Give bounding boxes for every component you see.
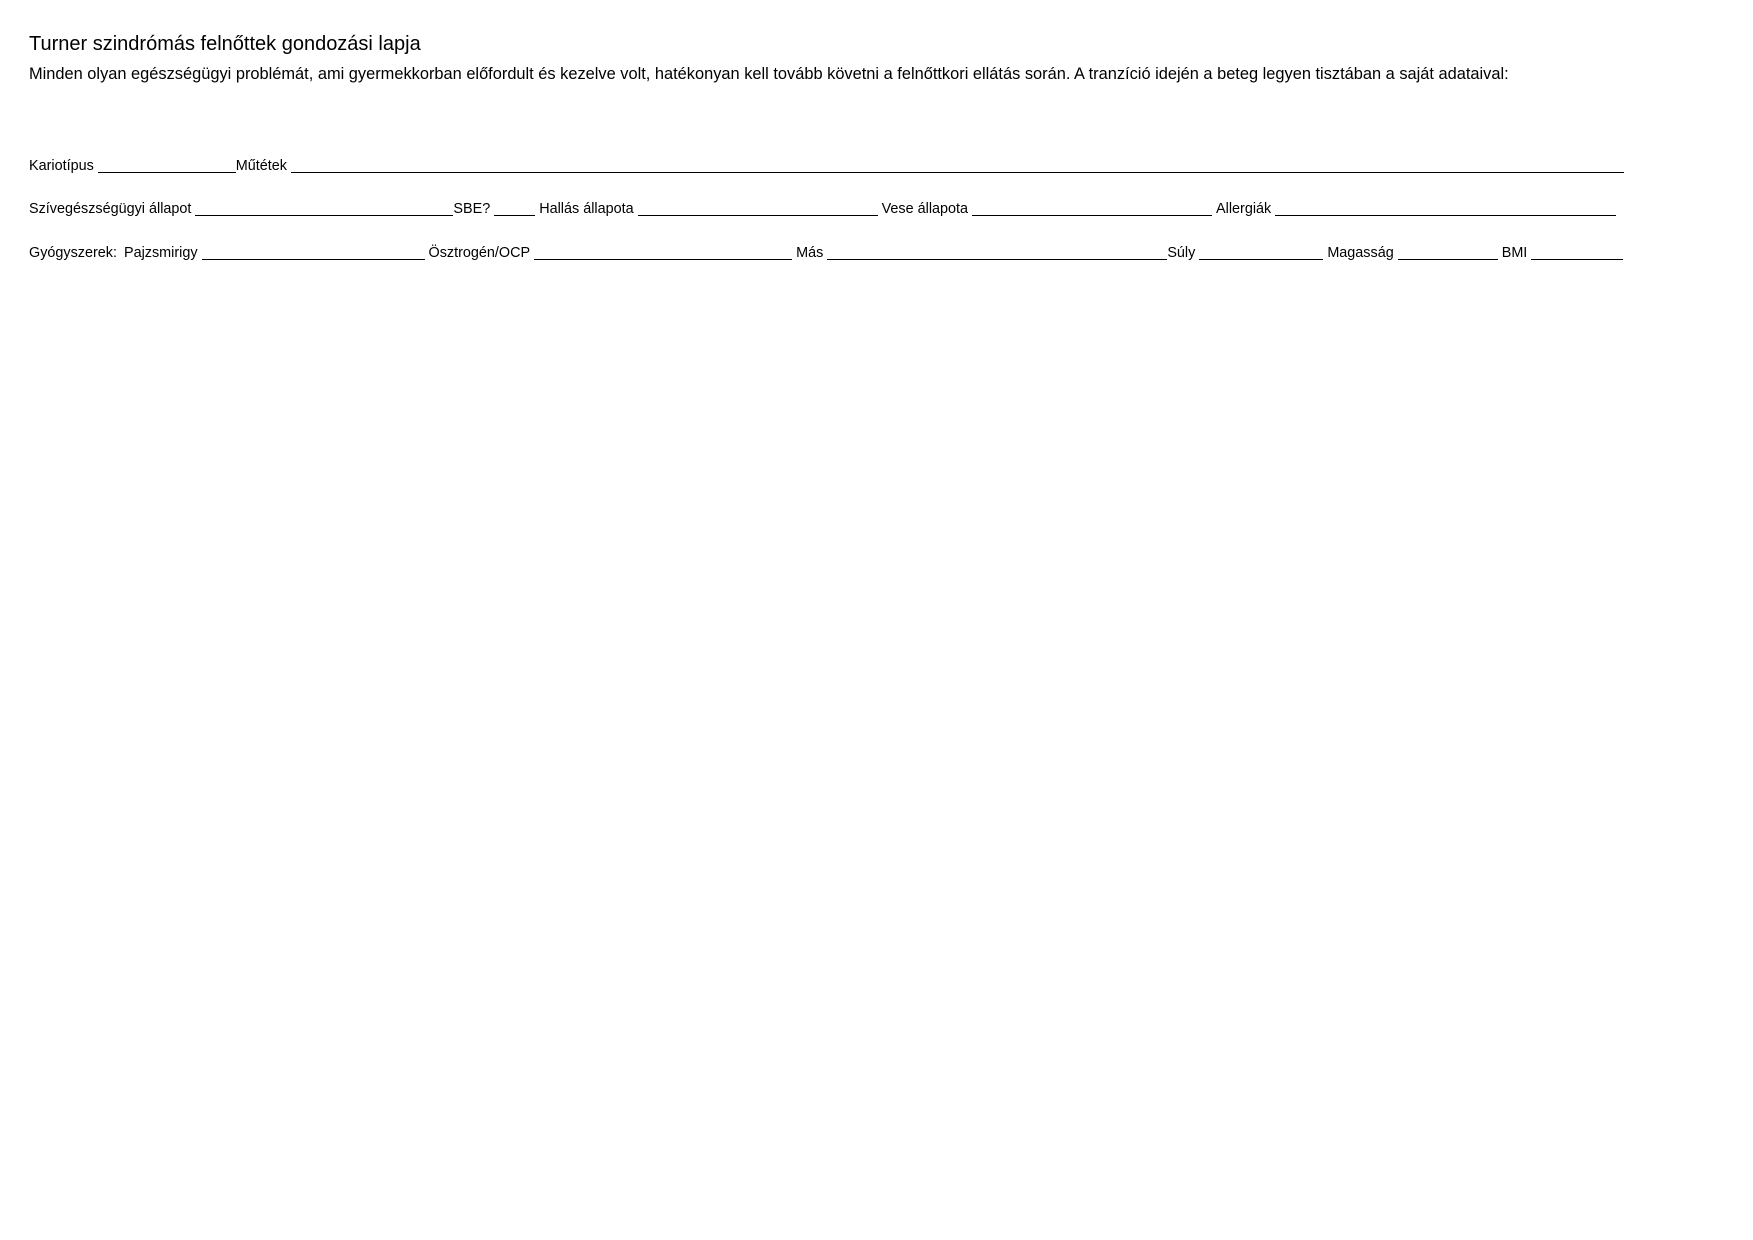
intro-text: Minden olyan egészségügyi problémát, ami gyermekkorban előfordult és kezelve volt, hatékonyan kell tovább követni a felnőttkori ellátás során. A tranzíció idején a beteg legyen tisztában a saját adataival: [29, 65, 1509, 83]
kidney-label: Vese állapota [881, 201, 969, 217]
sbe-label: SBE? [453, 201, 491, 217]
sbe-field[interactable] [494, 199, 535, 216]
thyroid-label: Pajzsmirigy [123, 245, 198, 261]
page-title: Turner szindrómás felnőttek gondozási lapja [29, 33, 421, 55]
other-label: Más [796, 245, 824, 261]
cardiac-field[interactable] [195, 199, 453, 216]
bmi-field[interactable] [1531, 243, 1623, 260]
allergies-label: Allergiák [1216, 201, 1272, 217]
kidney-field[interactable] [972, 199, 1212, 216]
form-row-medications-measurements [29, 243, 1623, 262]
medications-label: Gyógyszerek: [29, 245, 117, 261]
height-field[interactable] [1398, 243, 1498, 260]
weight-label: Súly [1167, 245, 1196, 261]
thyroid-field[interactable] [202, 243, 425, 260]
height-label: Magasság [1327, 245, 1394, 261]
other-field[interactable] [827, 243, 1167, 260]
karyotype-field[interactable] [98, 156, 236, 173]
hearing-label: Hallás állapota [539, 201, 634, 217]
bmi-label: BMI [1501, 245, 1528, 261]
estrogen-label: Ösztrogén/OCP [428, 245, 531, 261]
hearing-field[interactable] [638, 199, 878, 216]
surgeries-field[interactable] [291, 156, 1624, 173]
weight-field[interactable] [1199, 243, 1323, 260]
form-row-karyotype-surgeries [29, 156, 1624, 175]
estrogen-field[interactable] [534, 243, 792, 260]
cardiac-label: Szívegészségügyi állapot [29, 201, 192, 217]
form-row-health-status [29, 199, 1616, 218]
allergies-field[interactable] [1275, 199, 1616, 216]
karyotype-label: Kariotípus [29, 158, 94, 174]
surgeries-label: Műtétek [235, 158, 287, 174]
